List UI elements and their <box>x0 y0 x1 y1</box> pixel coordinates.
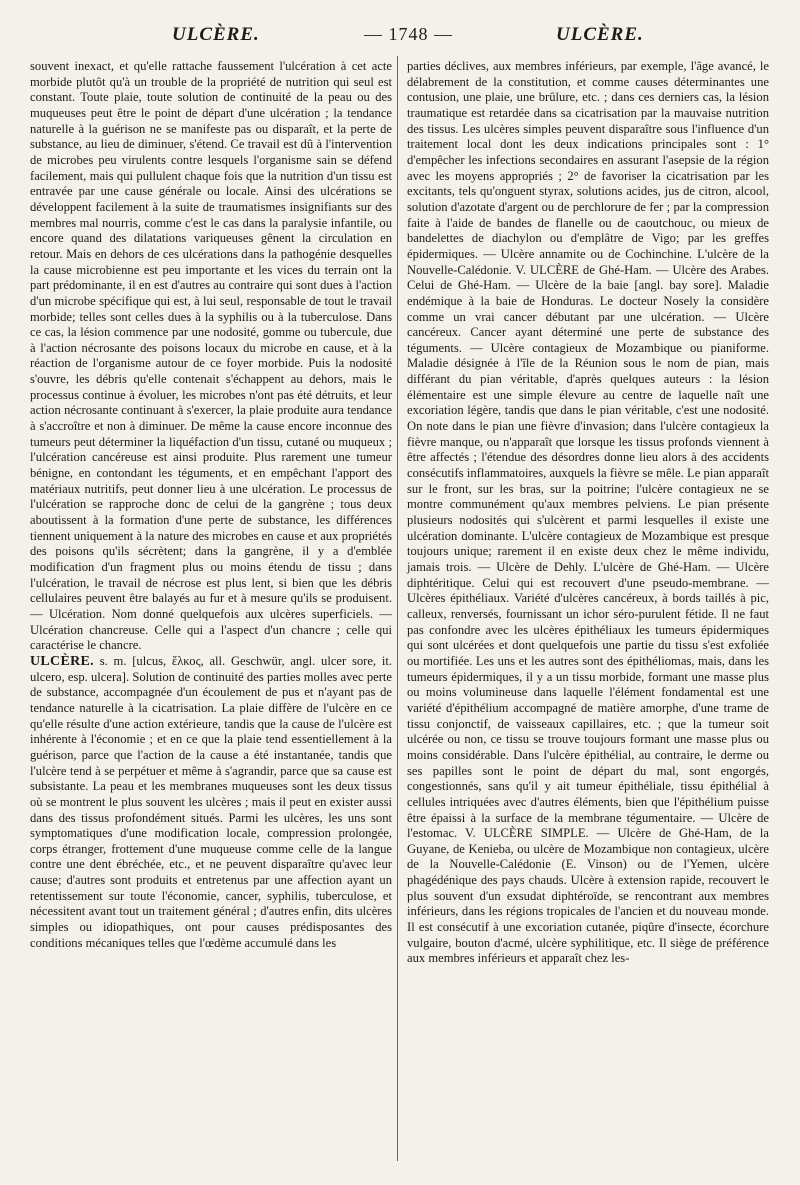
page-header <box>0 24 800 52</box>
page-number: — 1748 — <box>364 24 453 44</box>
entry-ulcere <box>30 654 392 951</box>
paragraph-ulcere-continued: parties déclives, aux membres inférieurs, par exemple, l'âge avancé, le délabrement de la constitution, et comme causes déterminantes une contusion, une plaie, une brûlure, etc. ; dans ces derniers cas, la lésion traumatique est retardée dans sa cicatrisation par la mauvaise nutrition des tissus. Les ulcères simples peuvent disparaître sous l'influence d'un traitement local dont les deux indications principales sont : 1° d'empêcher les infections secondaires en assurant l'asepsie de la région avec les moyens appropriés ; 2° de favoriser la cicatrisation par les excitants, tels qu'onguent styrax, solutions acides, jus de citron, alcool, solution d'azotate d'argent ou de perchlorure de fer ; par la compression faite à l'aide de bandes de flanelle ou de caoutchouc, ou mieux de bandelettes de diachylon ou d'emplâtre de Vigo; par les greffes épidermiques. — Ulcère annamite ou de Cochinchine. L'ulcère de la Nouvelle-Calédonie. V. ULCÈRE de Ghé-Ham. — Ulcère des Arabes. Celui de Ghé-Ham. — Ulcère de la baie [angl. bay sore]. Maladie endémique à la baie de Honduras. Le docteur Nosely la considère comme un vrai cancer débutant par une ulcération. — Ulcère cancéreux. Cancer ayant déterminé une perte de substance des téguments. — Ulcère contagieux de Mozambique ou pianiforme. Maladie désignée à l'île de la Réunion sous le nom de pian, mais différant du pian véritable, d'après quelques auteurs : la lésion élémentaire est une simple élevure au centre de laquelle naît une excoriation légère, tandis que dans le pian véritable, c'est une nodosité. On note dans le pian une fièvre d'invasion; dans l'ulcère contagieux la fièvre manque, ou n'apparaît que lorsque les tissus profonds viennent à être affectés ; l'étendue des désordres donne lieu alors à des accidents consécutifs inflammatoires, auxquels la fièvre se mêle. Le pian apparaît sur le front, sur les bras, sur la poitrine; l'ulcère contagieux ne se montre communément qu'aux membres pelviens. Le pian présente plusieurs nodosités qui s'ulcèrent et parmi lesquelles il existe une ulcération dominante. L'ulcère contagieux de Mozambique est presque toujours unique; rarement il en existe deux chez le même individu, jamais trois. — Ulcère de Dehly. L'ulcère de Ghé-Ham. — Ulcère diphtéritique. Celui qui est recouvert d'une pseudo-membrane. — Ulcères épithéliaux. Variété d'ulcères cancéreux, à bords taillés à pic, calleux, renversés, fournissant un ichor séro-purulent fétide. Il ne faut pas confondre avec les ulcères épithéliaux les tumeurs épidermiques qui sont ulcérées et dont quelquefois une partie du tissu s'est exfoliée ou mortifiée. Les uns et les autres sont des épithéliomas, mais, dans les tumeurs épidermiques, il y a un tissu morbide, formant une masse plus ou moins volumineuse dans laquelle l'élément fondamental est une variété d'épithélium accompagné de matière amorphe, d'une trame de tissu conjonctif, de vaisseaux capillaires, etc. ; que la tumeur soit ulcérée ou non, ce tissu se trouve toujours formant une masse plus ou moins considérable. Dans l'ulcère épithélial, au contraire, le derme ou ses papilles sont le point de départ du mal, sont engorgés, congestionnés, sans qu'il y ait tumeur épithéliale, tissu épithélial à cellules intriquées avec d'autres éléments, bien que l'épithélium puisse être épaissi à la surface de la membrane tégumentaire. — Ulcère de l'estomac. V. ULCÈRE SIMPLE. — Ulcère de Ghé-Ham, de la Guyane, de Kenieba, ou ulcère de Mozambique non contagieux, ulcère de la Nouvelle-Calédonie (E. Vinson) ou de l'Yemen, ulcère phagédénique des pays chauds. Ulcère à extension rapide, recouvert le plus souvent d'un exsudat diphtéroïde, se rencontrant aux membres inférieurs, dans les régions tropicales de l'ancien et du nouveau monde. Il est consécutif à une excoriation cutanée, piqûre d'insecte, écorchure vulgaire, bouton d'acmé, ulcère syphilitique, etc. Il siège de préférence aux membres inférieurs et apparaît chez les- <box>407 59 769 966</box>
right-column <box>407 59 769 967</box>
running-title-left: ULCÈRE. <box>172 24 260 45</box>
running-title-right: ULCÈRE. <box>556 24 644 45</box>
column-divider <box>397 56 398 1161</box>
paragraph-ulceration-continued: souvent inexact, et qu'elle rattache faussement l'ulcération à cet acte morbide plutôt qu'à un trouble de la propriété de nutrition qui seul est constant. Toute plaie, toute solution de continuité de la peau ou des muqueuses peut être le point de départ d'une ulcération ; la tendance naturelle à la guérison ne se manifeste pas ou disparaît, et la perte de substance, au lieu de diminuer, s'étend. Ce travail est dû à l'intervention de microbes peu virulents contre lesquels l'organisme sain se défend facilement, mais qui pullulent chaque fois que la nutrition d'un tissu est entravée par une cause générale ou locale. Ainsi des ulcérations se développent facilement à la suite de traumatismes insignifiants sur des membres mal nourris, comme c'est le cas dans la paralysie infantile, ou encore quand des dilatations variqueuses gênent la circulation en retour. Mais en dehors de ces ulcérations dans la pathogénie desquelles la cause microbienne est peu importante et les vices du terrain ont la part prédominante, il en est d'autres au contraire qui sont dues à l'action d'un microbe spécifique qui est, à lui seul, responsable de tout le travail morbide; telles sont celles dues à la syphilis ou à la tuberculose. Dans ce cas, la lésion commence par une nodosité, gomme ou tubercule, due à l'action nécrosante des poisons locaux du microbe en cause, et à la réaction de l'organisme autour de ce foyer morbide. Puis la nodosité s'ouvre, les débris qu'elle contenait s'échappent au dehors, mais le processus continue à évoluer, les microbes n'ont pas été détruits, et leur action nécrosante continuant à s'exercer, la plaie produite aura tendance à s'accroître et non à diminuer. De même la cause encore inconnue des tumeurs peut déterminer la liquéfaction d'un tissu, cutané ou muqueux ; l'ulcération cancéreuse est ainsi produite. Plus rarement une tumeur bénigne, en contondant les téguments, et en empêchant l'apport des matériaux nutritifs, peut donner lieu à une ulcération. Le processus de l'ulcération se rapproche donc de celui de la gangrène ; tous deux aboutissent à la formation d'une perte de substance, les différences tiennent uniquement à la nature des microbes en cause et aux propriétés des poisons qu'ils sécrètent; dans la gangrène, il y a d'emblée modification d'un fragment plus ou moins étendu de tissu ; dans l'ulcération, le travail de nécrose est plus lent, si bien que les débris cellulaires peuvent être balayés au fur et à mesure qu'ils se produisent. — Ulcération. Nom donné quelquefois aux ulcères superficiels. — Ulcération chancreuse. Celle qui a l'aspect d'un chancre ; celle qui caractérise le chancre. <box>30 59 392 653</box>
entry-headword: ULCÈRE. <box>30 653 94 669</box>
entry-definition: s. m. [ulcus, ἕλκος, all. Geschwür, angl. ulcer sore, it. ulcero, esp. ulcera]. Solution de continuité des parties molles avec perte de substance, accompagnée d'un écoulement de pus et n'ayant pas de tendance naturelle à la cicatrisation. La plaie diffère de l'ulcère en ce qu'elle résulte d'une action extérieure, tandis que la cause de l'ulcère est inhérente à l'économie ; et en ce que la plaie tend essentiellement à la guérison, parce que l'action de la cause a été instantanée, tandis que l'ulcère tend à se perpétuer et même à s'agrandir, parce que sa cause est subsistante. La peau et les membranes muqueuses sont les deux tissus où se montrent le plus souvent les ulcères ; mais il peut en exister aussi dans des tissus profondément situés. Parmi les ulcères, les uns sont symptomatiques d'une modification locale, compression prolongée, corps étranger, frottement d'une muqueuse comme celle de la langue contre une dent ébréchée, etc., et ne peuvent disparaître qu'avec leur cause; d'autres sont produits et entretenus par une affection ayant un retentissement sur toute l'économie, cancer, syphilis, tuberculose, et nécessitent avant tout un traitement général ; d'autres enfin, dits ulcères simples ou idiopathiques, ont pour causes prédisposantes des conditions mécaniques telles que l'œdème accumulé dans les <box>30 653 392 950</box>
left-column <box>30 59 392 951</box>
